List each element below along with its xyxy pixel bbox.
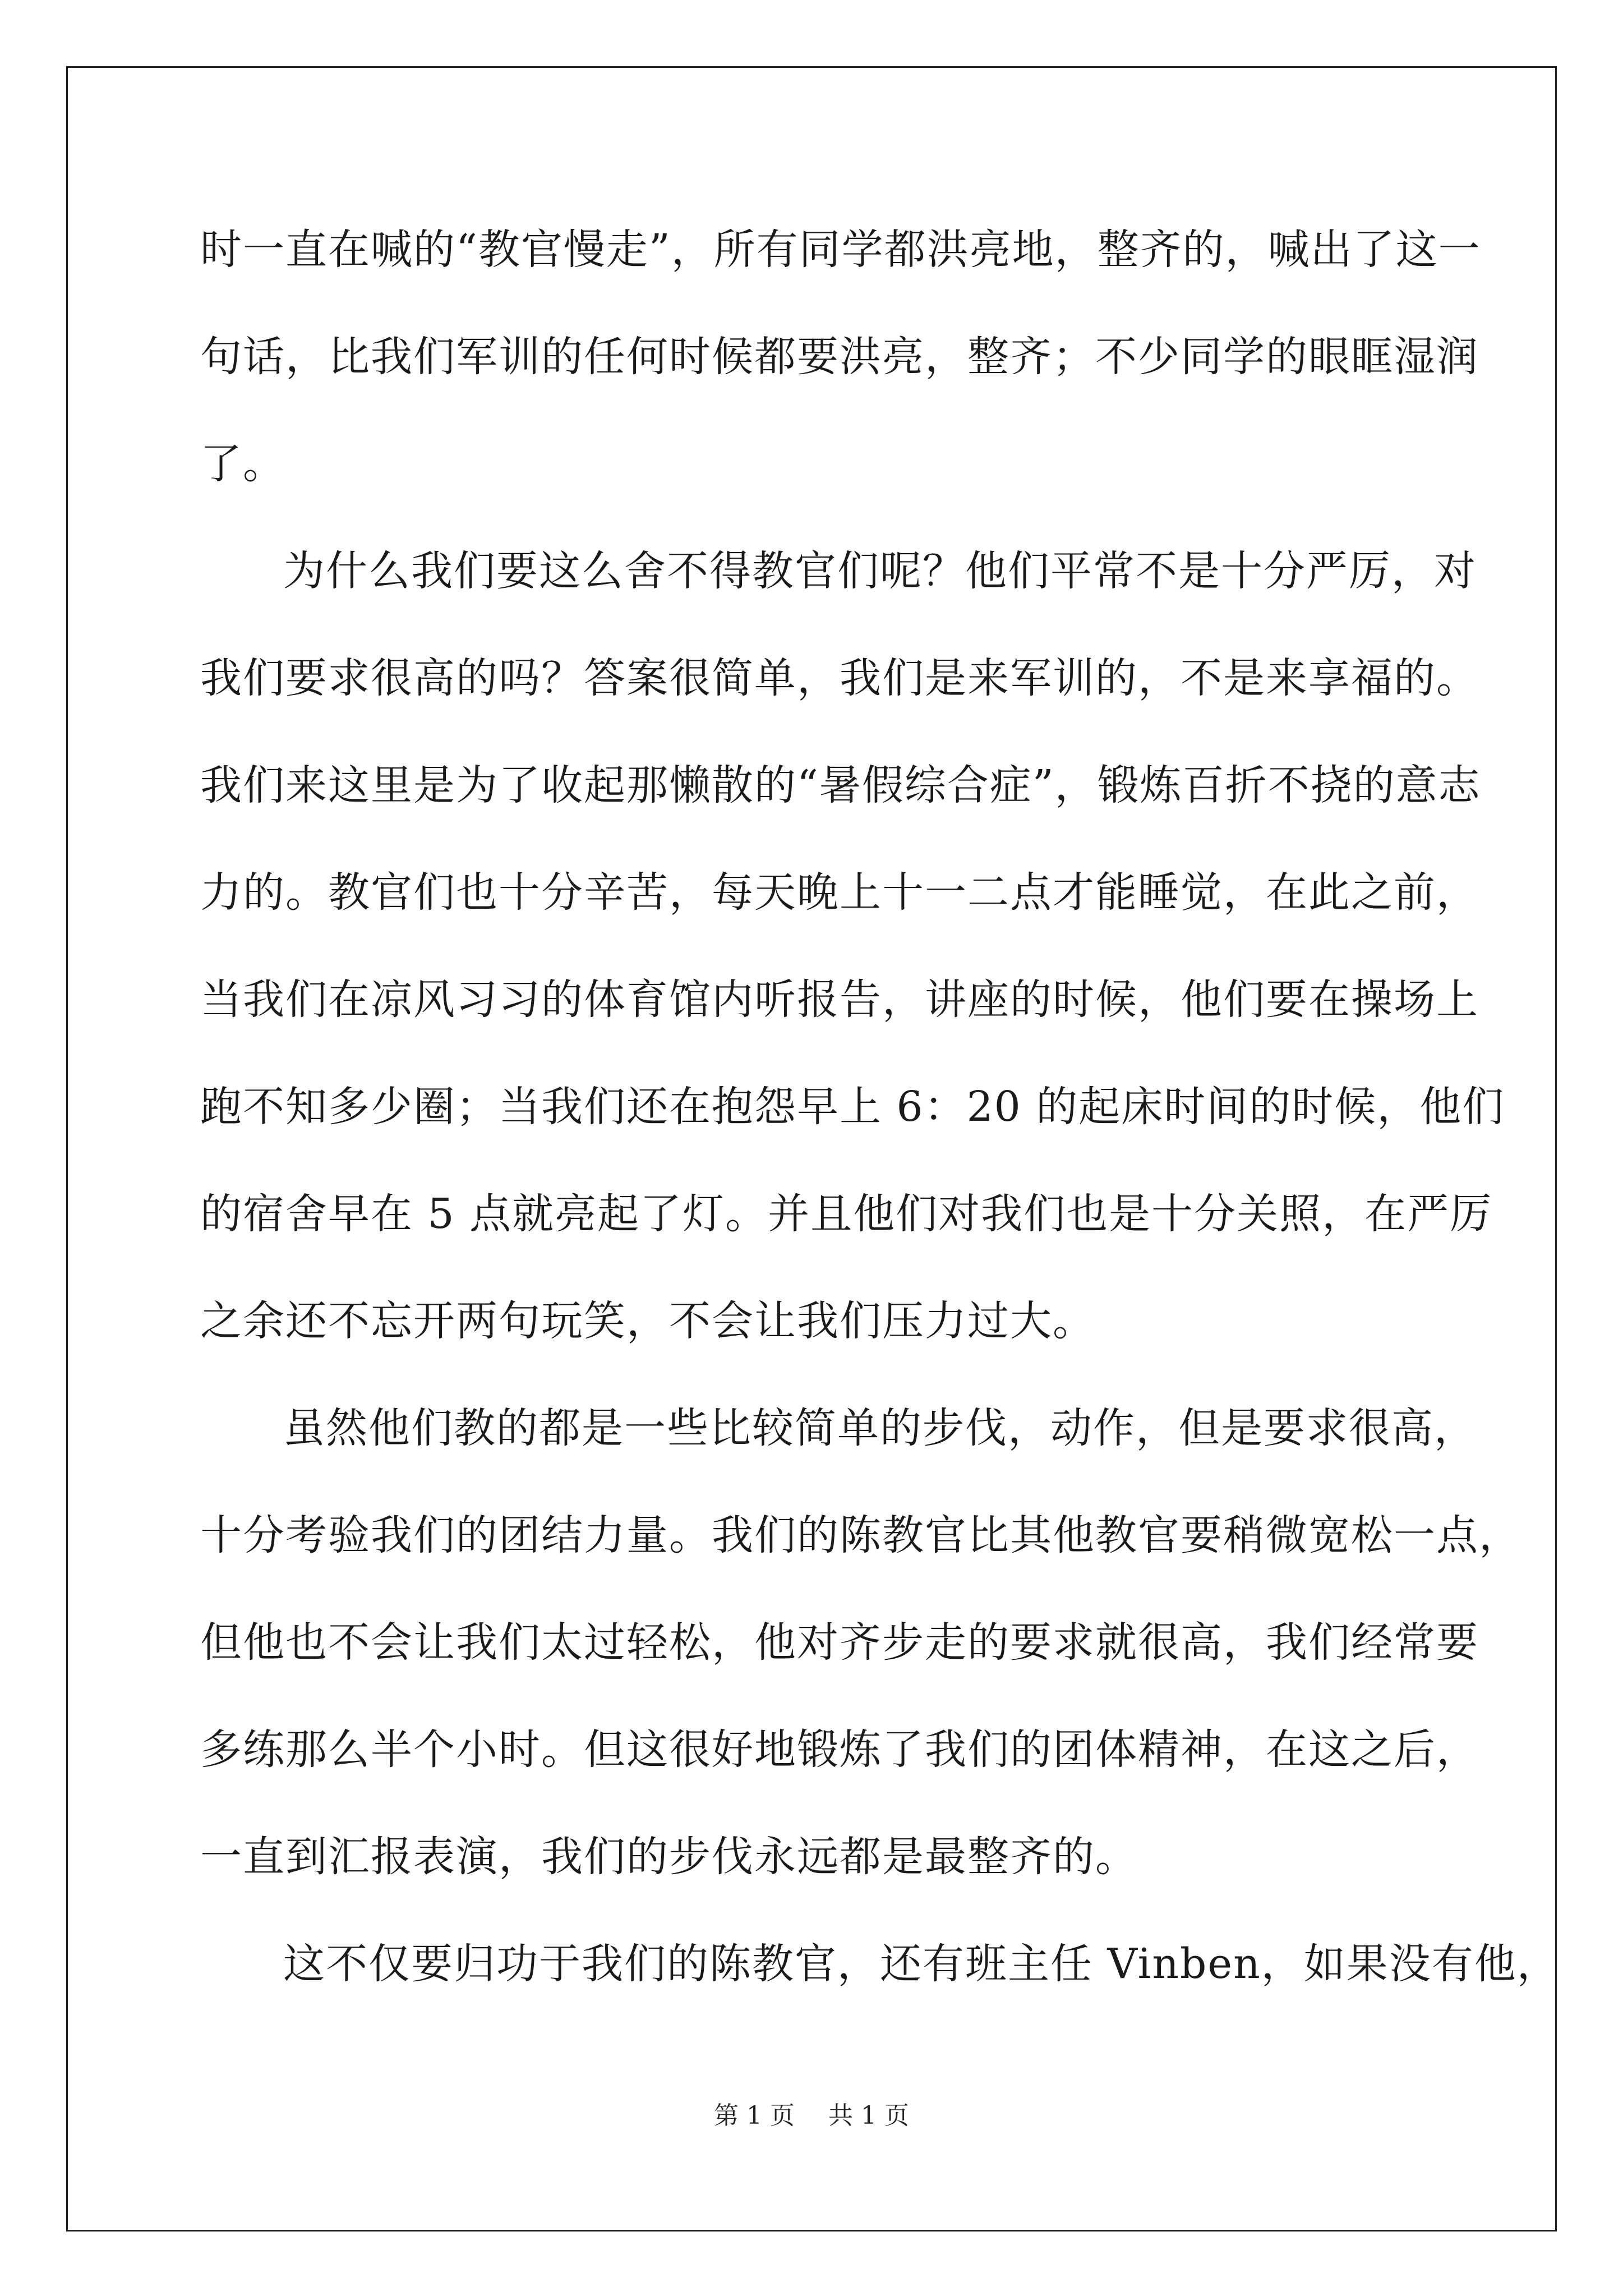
- text-line: 当我们在凉风习习的体育馆内听报告，讲座的时候，他们要在操场上: [200, 976, 1479, 1024]
- text-line: 多练那么半个小时。但这很好地锻炼了我们的团体精神，在这之后，: [200, 1726, 1479, 1774]
- text-line: 的宿舍早在 5 点就亮起了灯。并且他们对我们也是十分关照，在严厉: [200, 1190, 1493, 1238]
- text-line: 时一直在喊的“教官慢走”，所有同学都洪亮地，整齐的，喊出了这一: [200, 226, 1481, 274]
- text-line: 我们来这里是为了收起那懒散的“暑假综合症”，锻炼百折不挠的意志: [200, 761, 1481, 809]
- paragraph-start-line: 为什么我们要这么舍不得教官们呢？他们平常不是十分严厉，对: [283, 547, 1477, 595]
- page-number-total: 共 1 页: [828, 2101, 909, 2130]
- page-footer: [0, 2099, 1623, 2133]
- text-line: 跑不知多少圈；当我们还在抱怨早上 6：20 的起床时间的时候，他们: [200, 1083, 1505, 1131]
- text-line: 但他也不会让我们太过轻松，他对齐步走的要求就很高，我们经常要: [200, 1618, 1479, 1667]
- page-number-current: 第 1 页: [714, 2101, 795, 2130]
- text-line: 之余还不忘开两句玩笑，不会让我们压力过大。: [200, 1297, 1095, 1345]
- paragraph-start-line: 这不仅要归功于我们的陈教官，还有班主任 Vinben，如果没有他，: [283, 1940, 1560, 1988]
- text-line: 我们要求很高的吗？答案很简单，我们是来军训的，不是来享福的。: [200, 654, 1479, 702]
- text-line: 句话，比我们军训的任何时候都要洪亮，整齐；不少同学的眼眶湿润: [200, 333, 1479, 381]
- text-line: 力的。教官们也十分辛苦，每天晚上十一二点才能睡觉，在此之前，: [200, 868, 1479, 917]
- text-line: 十分考验我们的团结力量。我们的陈教官比其他教官要稍微宽松一点，: [200, 1511, 1521, 1559]
- document-body: [200, 222, 1560, 2043]
- text-line: 一直到汇报表演，我们的步伐永远都是最整齐的。: [200, 1833, 1138, 1881]
- text-line: 了。: [200, 440, 285, 488]
- paragraph-start-line: 虽然他们教的都是一些比较简单的步伐，动作，但是要求很高，: [283, 1404, 1477, 1452]
